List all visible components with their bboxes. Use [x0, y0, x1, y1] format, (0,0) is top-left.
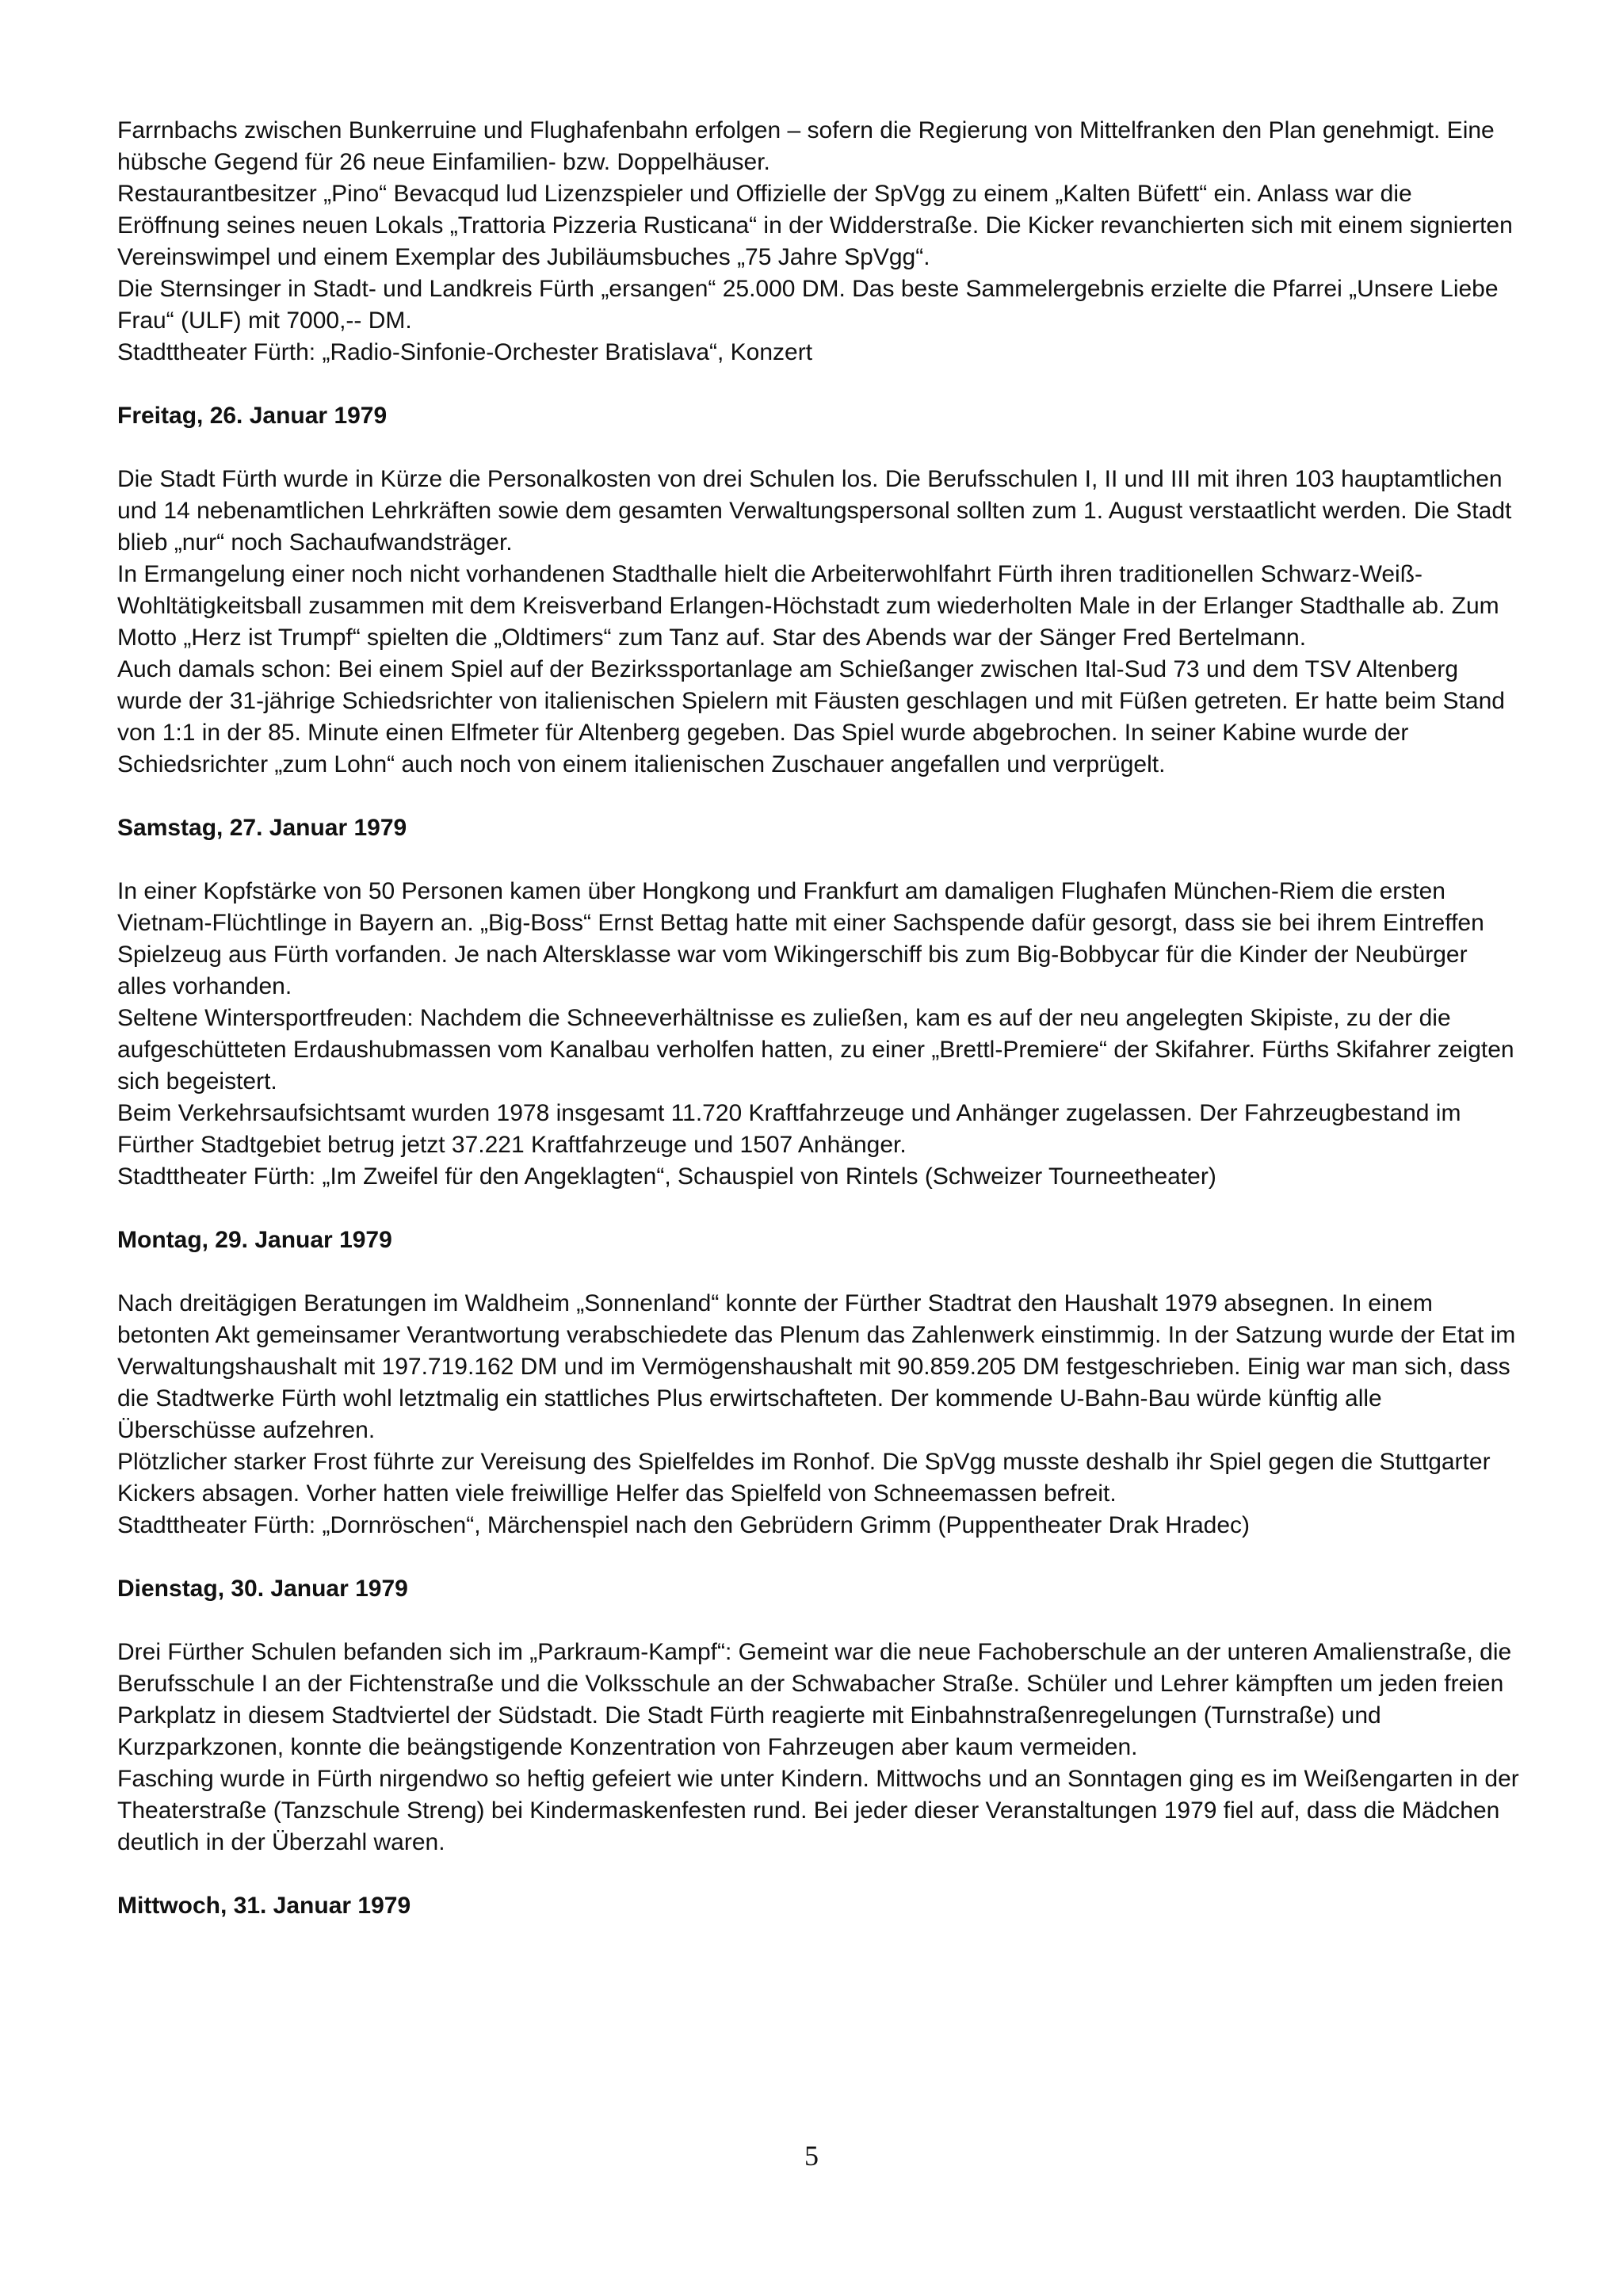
paragraph: Stadttheater Fürth: „Radio-Sinfonie-Orchester Bratislava“, Konzert: [117, 339, 813, 365]
section-mittwoch-31: [117, 1890, 1520, 1922]
section-samstag-27: [117, 812, 1520, 1193]
section-freitag-26: [117, 400, 1520, 781]
section-heading: Mittwoch, 31. Januar 1979: [117, 1893, 411, 1919]
section-heading: Freitag, 26. Januar 1979: [117, 403, 388, 429]
intro-section: [117, 115, 1520, 369]
paragraph: Restaurantbesitzer „Pino“ Bevacqud lud Lizenzspieler und Offizielle der SpVgg zu einem „Kalten Büfett“ ein. Anlass war die Eröffnung seines neuen Lokals „Trattoria Pizzeria Rusticana“ in der Widderstraße. Die Kicker revanchierten sich mit einem signierten Vereinswimpel und einem Exemplar des Jubiläumsbuches „75 Jahre SpVgg“.: [117, 181, 1513, 270]
paragraph: Auch damals schon: Bei einem Spiel auf der Bezirkssportanlage am Schießanger zwischen Ital-Sud 73 und dem TSV Altenberg wurde der 31-jährige Schiedsrichter von italienischen Spielern mit Fäusten geschlagen und mit Füßen getreten. Er hatte beim Stand von 1:1 in der 85. Minute einen Elfmeter für Altenberg gegeben. Das Spiel wurde abgebrochen. In seiner Kabine wurde der Schiedsrichter „zum Lohn“ auch noch von einem italienischen Zuschauer angefallen und verprügelt.: [117, 656, 1505, 777]
section-heading: Dienstag, 30. Januar 1979: [117, 1576, 408, 1602]
paragraph: Stadttheater Fürth: „Dornröschen“, Märchenspiel nach den Gebrüdern Grimm (Puppentheater Drak Hradec): [117, 1512, 1250, 1538]
page-number: 5: [804, 2140, 819, 2172]
section-dienstag-30: [117, 1573, 1520, 1859]
paragraph: In einer Kopfstärke von 50 Personen kamen über Hongkong und Frankfurt am damaligen Flughafen München-Riem die ersten Vietnam-Flüchtlinge in Bayern an. „Big-Boss“ Ernst Bettag hatte mit einer Sachspende dafür gesorgt, dass sie bei ihrem Eintreffen Spielzeug aus Fürth vorfanden. Je nach Altersklasse war vom Wikingerschiff bis zum Big-Bobbycar für die Kinder der Neubürger alles vorhanden.: [117, 878, 1484, 999]
document-body: [117, 115, 1520, 1954]
paragraph: Stadttheater Fürth: „Im Zweifel für den Angeklagten“, Schauspiel von Rintels (Schweizer Tourneetheater): [117, 1163, 1216, 1190]
section-heading: Montag, 29. Januar 1979: [117, 1227, 392, 1253]
paragraph: Die Stadt Fürth wurde in Kürze die Personalkosten von drei Schulen los. Die Berufsschulen I, II und III mit ihren 103 hauptamtlichen und 14 nebenamtlichen Lehrkräften sowie dem gesamten Verwaltungspersonal sollten zum 1. August verstaatlicht werden. Die Stadt blieb „nur“ noch Sachaufwandsträger.: [117, 466, 1512, 556]
paragraph: In Ermangelung einer noch nicht vorhandenen Stadthalle hielt die Arbeiterwohlfahrt Fürth ihren traditionellen Schwarz-Weiß-Wohltätigkeitsball zusammen mit dem Kreisverband Erlangen-Höchstadt zum wiederholten Male in der Erlanger Stadthalle ab. Zum Motto „Herz ist Trumpf“ spielten die „Oldtimers“ zum Tanz auf. Star des Abends war der Sänger Fred Bertelmann.: [117, 561, 1499, 651]
paragraph: Die Sternsinger in Stadt- und Landkreis Fürth „ersangen“ 25.000 DM. Das beste Sammelergebnis erzielte die Pfarrei „Unsere Liebe Frau“ (ULF) mit 7000,-- DM.: [117, 276, 1499, 334]
paragraph: Plötzlicher starker Frost führte zur Vereisung des Spielfeldes im Ronhof. Die SpVgg musste deshalb ihr Spiel gegen die Stuttgarter Kickers absagen. Vorher hatten viele freiwillige Helfer das Spielfeld von Schneemassen befreit.: [117, 1449, 1491, 1507]
paragraph: Nach dreitägigen Beratungen im Waldheim „Sonnenland“ konnte der Fürther Stadtrat den Haushalt 1979 absegnen. In einem betonten Akt gemeinsamer Verantwortung verabschiedete das Plenum das Zahlenwerk einstimmig. In der Satzung wurde der Etat im Verwaltungshaushalt mit 197.719.162 DM und im Vermögenshaushalt mit 90.859.205 DM festgeschrieben. Einig war man sich, dass die Stadtwerke Fürth wohl letztmalig ein stattliches Plus erwirtschafteten. Der kommende U-Bahn-Bau würde künftig alle Überschüsse aufzehren.: [117, 1290, 1516, 1443]
section-heading: Samstag, 27. Januar 1979: [117, 815, 407, 841]
paragraph: Fasching wurde in Fürth nirgendwo so heftig gefeiert wie unter Kindern. Mittwochs und an Sonntagen ging es im Weißengarten in der Theaterstraße (Tanzschule Streng) bei Kindermaskenfesten rund. Bei jeder dieser Veranstaltungen 1979 fiel auf, dass die Mädchen deutlich in der Überzahl waren.: [117, 1766, 1519, 1855]
paragraph: Drei Fürther Schulen befanden sich im „Parkraum-Kampf“: Gemeint war die neue Fachoberschule an der unteren Amalienstraße, die Berufsschule I an der Fichtenstraße und die Volksschule an der Schwabacher Straße. Schüler und Lehrer kämpften um jeden freien Parkplatz in diesem Stadtviertel der Südstadt. Die Stadt Fürth reagierte mit Einbahnstraßenregelungen (Turnstraße) und Kurzparkzonen, konnte die beängstigende Konzentration von Fahrzeugen aber kaum vermeiden.: [117, 1639, 1512, 1760]
section-montag-29: [117, 1224, 1520, 1541]
paragraph: Seltene Wintersportfreuden: Nachdem die Schneeverhältnisse es zuließen, kam es auf der neu angelegten Skipiste, zu der die aufgeschütteten Erdaushubmassen vom Kanalbau verholfen hatten, zu einer „Brettl-Premiere“ der Skifahrer. Fürths Skifahrer zeigten sich begeistert.: [117, 1005, 1514, 1095]
paragraph: Farrnbachs zwischen Bunkerruine und Flughafenbahn erfolgen – sofern die Regierung von Mittelfranken den Plan genehmigt. Eine hübsche Gegend für 26 neue Einfamilien- bzw. Doppelhäuser.: [117, 117, 1495, 175]
paragraph: Beim Verkehrsaufsichtsamt wurden 1978 insgesamt 11.720 Kraftfahrzeuge und Anhänger zugelassen. Der Fahrzeugbestand im Fürther Stadtgebiet betrug jetzt 37.221 Kraftfahrzeuge und 1507 Anhänger.: [117, 1100, 1461, 1158]
